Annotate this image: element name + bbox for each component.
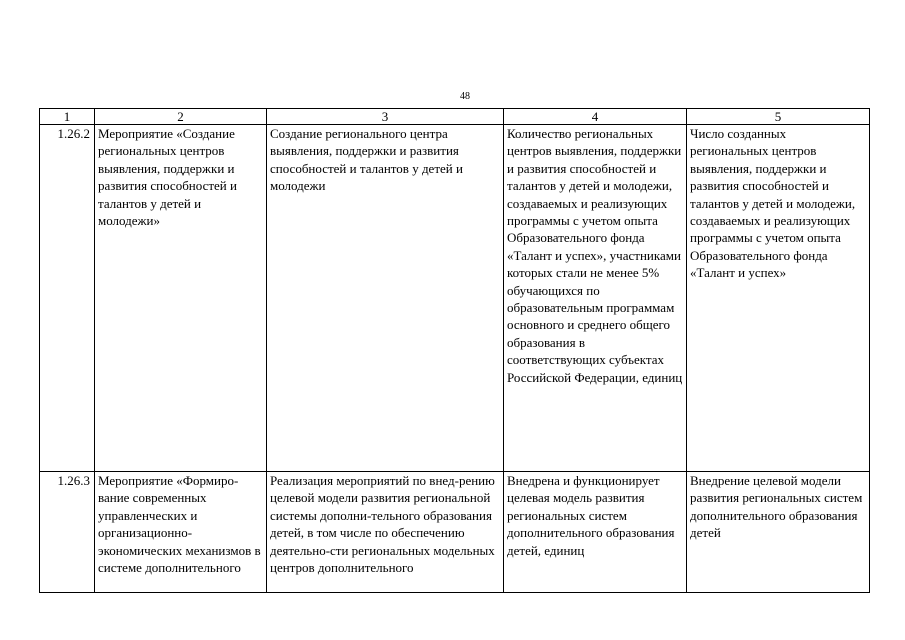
task-description-cell (267, 472, 504, 593)
event-name-cell (95, 125, 267, 472)
row-number-cell: 1.26.3 (40, 472, 95, 593)
table-row (40, 125, 870, 472)
indicator-text: Внедрена и функционирует целевая модель развития региональных систем дополнительного образования детей, единиц (507, 473, 675, 558)
task-description-text: Создание регионального центра выявления, поддержки и развития способностей и талантов у детей и молодежи (270, 126, 463, 194)
task-description-cell (267, 125, 504, 472)
header-cell-1: 1 (40, 109, 95, 125)
result-cell (687, 472, 870, 593)
indicator-text: Количество региональных центров выявления, поддержки и развития способностей и талантов у детей и молодежи, создаваемых и реализующих программы с учетом опыта Образовательного фонда «Талант и успех», участниками которых стали не менее 5% обучающихся по образовательным программам основного и среднего общего образования в соответствующих субъектах Российской Федерации, единиц (507, 126, 683, 385)
table-header-row (40, 109, 870, 125)
indicator-cell (504, 472, 687, 593)
event-name-text: Мероприятие «Создание региональных центров выявления, поддержки и развития способностей и талантов у детей и молодежи» (98, 126, 237, 229)
event-name-cell (95, 472, 267, 593)
result-cell (687, 125, 870, 472)
row-number-cell: 1.26.2 (40, 125, 95, 472)
event-name-text: Мероприятие «Формиро-вание современных управленческих и организационно-экономических механизмов в системе дополнительного (98, 473, 261, 576)
task-description-text: Реализация мероприятий по внед-рению целевой модели развития региональной системы дополни-тельного образования детей, в том числе по обеспечению деятельно-сти региональных модельных центров дополнительного (270, 473, 495, 576)
activities-table (39, 108, 870, 593)
header-cell-2: 2 (95, 109, 267, 125)
result-text: Число созданных региональных центров выявления, поддержки и развития способностей и талантов у детей и молодежи, создаваемых и реализующих программы с учетом опыта Образовательного фонда «Талант и успех» (690, 126, 856, 281)
header-cell-4: 4 (504, 109, 687, 125)
indicator-cell (504, 125, 687, 472)
page-number: 48 (460, 91, 470, 102)
header-cell-5: 5 (687, 109, 870, 125)
table-row (40, 472, 870, 593)
header-cell-3: 3 (267, 109, 504, 125)
result-text: Внедрение целевой модели развития региональных систем дополнительного образования детей (690, 473, 863, 541)
